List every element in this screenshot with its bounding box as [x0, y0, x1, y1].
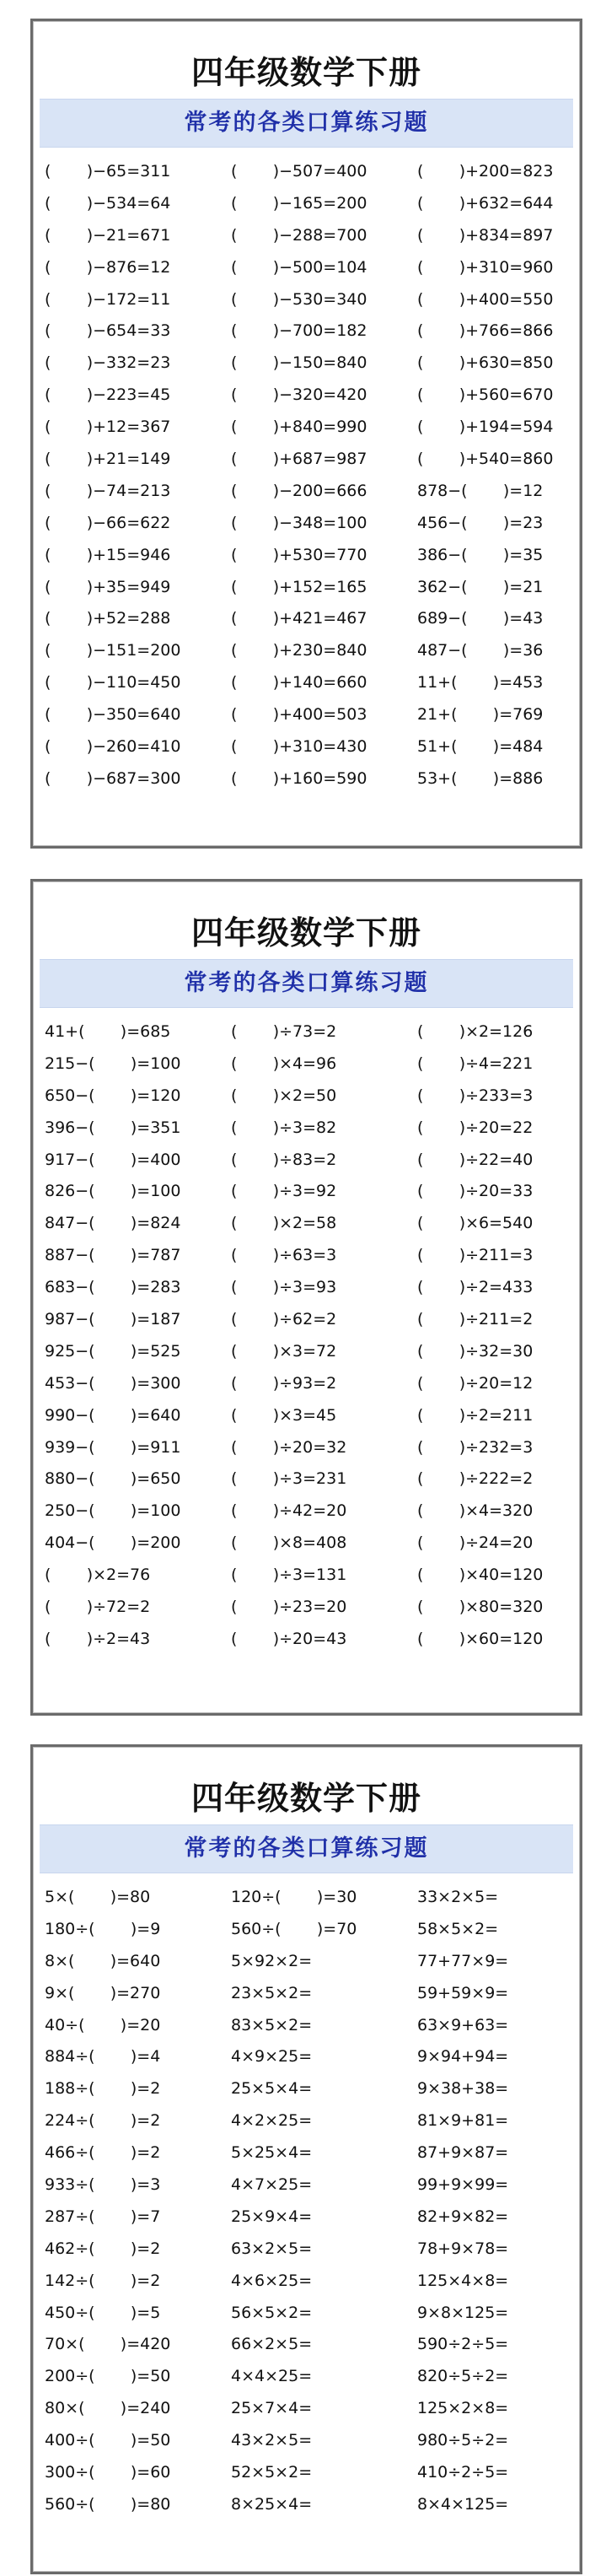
arithmetic-problem: ( )+35=949: [45, 577, 171, 596]
arithmetic-problem: ( )+530=770: [231, 545, 367, 564]
arithmetic-problem: 33×2×5=: [417, 1888, 499, 1906]
arithmetic-problem: ( )×60=120: [417, 1629, 544, 1648]
arithmetic-problem: 450÷( )=5: [45, 2303, 161, 2322]
arithmetic-problem: ( )+52=288: [45, 609, 171, 628]
worksheet-subtitle-banner: 常考的各类口算练习题: [40, 99, 573, 148]
arithmetic-problem: 8×25×4=: [231, 2494, 313, 2514]
arithmetic-problem: 63×9+63=: [417, 2015, 509, 2034]
arithmetic-problem: 880−( )=650: [45, 1469, 181, 1489]
arithmetic-problem: ( )−110=450: [45, 673, 181, 693]
arithmetic-problem: 362−( )=21: [417, 577, 544, 596]
worksheet-page-3: [30, 1744, 582, 2574]
arithmetic-problem: 453−( )=300: [45, 1373, 181, 1393]
worksheet-page-2: [30, 879, 582, 1716]
arithmetic-problem: 5×( )=80: [45, 1888, 151, 1906]
arithmetic-problem: ( )÷211=2: [417, 1310, 534, 1329]
arithmetic-problem: ( )+840=990: [231, 418, 367, 437]
arithmetic-problem: ( )÷233=3: [417, 1086, 534, 1105]
arithmetic-problem: ( )−74=213: [45, 481, 171, 500]
arithmetic-problem: ( )×8=408: [231, 1533, 347, 1553]
arithmetic-problem: 8×4×125=: [417, 2494, 509, 2514]
arithmetic-problem: ( )−151=200: [45, 641, 181, 660]
arithmetic-problem: 826−( )=100: [45, 1182, 181, 1201]
arithmetic-problem: ( )−320=420: [231, 385, 367, 405]
arithmetic-problem: 980÷5÷2=: [417, 2431, 509, 2450]
arithmetic-problem: ( )÷32=30: [417, 1341, 534, 1361]
arithmetic-problem: 25×5×4=: [231, 2079, 313, 2099]
arithmetic-problem: ( )÷2=43: [45, 1629, 151, 1648]
arithmetic-problem: 847−( )=824: [45, 1214, 181, 1233]
arithmetic-problem: ( )−150=840: [231, 353, 367, 373]
arithmetic-problem: ( )+310=430: [231, 737, 367, 757]
arithmetic-problem: 125×4×8=: [417, 2271, 509, 2290]
arithmetic-problem: 650−( )=120: [45, 1086, 181, 1105]
worksheet-subtitle-banner: 常考的各类口算练习题: [40, 959, 573, 1008]
arithmetic-problem: 224÷( )=2: [45, 2111, 161, 2131]
arithmetic-problem: ( )÷23=20: [231, 1598, 347, 1617]
arithmetic-problem: ( )−288=700: [231, 225, 367, 245]
arithmetic-problem: ( )×2=126: [417, 1022, 534, 1041]
arithmetic-problem: ( )+12=367: [45, 418, 171, 437]
arithmetic-problem: ( )+194=594: [417, 418, 554, 437]
arithmetic-problem: ( )÷4=221: [417, 1054, 534, 1073]
arithmetic-problem: 23×5×2=: [231, 1983, 313, 2002]
arithmetic-problem: ( )+834=897: [417, 225, 554, 245]
arithmetic-problem: ( )+560=670: [417, 385, 554, 405]
arithmetic-problem: ( )÷73=2: [231, 1022, 337, 1041]
arithmetic-problem: 689−( )=43: [417, 609, 544, 628]
arithmetic-problem: 25×9×4=: [231, 2207, 313, 2226]
arithmetic-problem: 939−( )=911: [45, 1437, 181, 1457]
arithmetic-problem: ( )+400=503: [231, 705, 367, 725]
arithmetic-problem: 386−( )=35: [417, 545, 544, 564]
arithmetic-problem: 884÷( )=4: [45, 2047, 161, 2067]
worksheet-title: 四年级数学下册: [190, 53, 421, 91]
arithmetic-problem: ( )+152=165: [231, 577, 367, 596]
arithmetic-problem: ( )+310=960: [417, 257, 554, 277]
worksheet-title: 四年级数学下册: [190, 913, 421, 951]
arithmetic-problem: ( )×3=45: [231, 1405, 337, 1425]
arithmetic-problem: 52×5×2=: [231, 2463, 313, 2482]
arithmetic-problem: ( )−876=12: [45, 257, 171, 277]
arithmetic-problem: 82+9×82=: [417, 2207, 509, 2226]
arithmetic-problem: 987−( )=187: [45, 1310, 181, 1329]
arithmetic-problem: ( )÷3=93: [231, 1278, 337, 1297]
arithmetic-problem: ( )÷24=20: [417, 1533, 534, 1553]
arithmetic-problem: 56×5×2=: [231, 2303, 313, 2322]
arithmetic-problem: ( )−348=100: [231, 513, 367, 532]
arithmetic-problem: 5×92×2=: [231, 1951, 313, 1970]
arithmetic-problem: ( )÷20=32: [231, 1437, 347, 1457]
arithmetic-problem: 400÷( )=50: [45, 2431, 171, 2450]
arithmetic-problem: ( )+140=660: [231, 673, 367, 693]
arithmetic-problem: ( )×80=320: [417, 1598, 544, 1617]
arithmetic-problem: ( )÷22=40: [417, 1150, 534, 1169]
arithmetic-problem: ( )÷222=2: [417, 1469, 534, 1489]
arithmetic-problem: ( )+400=550: [417, 289, 554, 309]
worksheet-title: 四年级数学下册: [190, 1779, 421, 1817]
arithmetic-problem: 11+( )=453: [417, 673, 544, 693]
arithmetic-problem: ( )−654=33: [45, 321, 171, 341]
problem-grid: [45, 1016, 572, 1656]
arithmetic-problem: ( )÷3=92: [231, 1182, 337, 1201]
arithmetic-problem: 43×2×5=: [231, 2431, 313, 2450]
arithmetic-problem: ( )÷211=3: [417, 1246, 534, 1265]
arithmetic-problem: 887−( )=787: [45, 1246, 181, 1265]
arithmetic-problem: 9×( )=270: [45, 1983, 161, 2002]
arithmetic-problem: ( )×2=58: [231, 1214, 337, 1233]
arithmetic-problem: ( )÷20=43: [231, 1629, 347, 1648]
arithmetic-problem: ( )−507=400: [231, 162, 367, 181]
arithmetic-problem: 487−( )=36: [417, 641, 544, 660]
arithmetic-problem: ( )+15=946: [45, 545, 171, 564]
arithmetic-problem: 917−( )=400: [45, 1150, 181, 1169]
arithmetic-problem: 300÷( )=60: [45, 2463, 171, 2482]
arithmetic-problem: 59+59×9=: [417, 1983, 509, 2002]
arithmetic-problem: ( )−200=666: [231, 481, 367, 500]
arithmetic-problem: ( )+200=823: [417, 162, 554, 181]
arithmetic-problem: 5×25×4=: [231, 2143, 313, 2163]
arithmetic-problem: ( )÷20=33: [417, 1182, 534, 1201]
arithmetic-problem: ( )×4=320: [417, 1501, 534, 1521]
arithmetic-problem: 4×6×25=: [231, 2271, 313, 2290]
arithmetic-problem: ( )÷3=82: [231, 1118, 337, 1137]
arithmetic-problem: ( )÷3=231: [231, 1469, 347, 1489]
arithmetic-problem: ( )×2=76: [45, 1566, 151, 1585]
arithmetic-problem: 215−( )=100: [45, 1054, 181, 1073]
arithmetic-problem: 4×4×25=: [231, 2367, 313, 2386]
arithmetic-problem: 9×38+38=: [417, 2079, 509, 2099]
arithmetic-problem: ( )−332=23: [45, 353, 171, 373]
arithmetic-problem: 188÷( )=2: [45, 2079, 161, 2099]
problem-grid: [45, 156, 572, 795]
arithmetic-problem: 250−( )=100: [45, 1501, 181, 1521]
arithmetic-problem: ( )×6=540: [417, 1214, 534, 1233]
arithmetic-problem: ( )−534=64: [45, 193, 171, 213]
arithmetic-problem: ( )÷20=22: [417, 1118, 534, 1137]
arithmetic-problem: 9×94+94=: [417, 2047, 509, 2067]
arithmetic-problem: 180÷( )=9: [45, 1919, 161, 1938]
arithmetic-problem: 142÷( )=2: [45, 2271, 161, 2290]
arithmetic-problem: ( )+687=987: [231, 450, 367, 469]
arithmetic-problem: ( )+630=850: [417, 353, 554, 373]
arithmetic-problem: 120÷( )=30: [231, 1888, 357, 1906]
arithmetic-problem: 4×9×25=: [231, 2047, 313, 2067]
arithmetic-problem: ( )÷232=3: [417, 1437, 534, 1457]
arithmetic-problem: 990−( )=640: [45, 1405, 181, 1425]
arithmetic-problem: ( )÷93=2: [231, 1373, 337, 1393]
arithmetic-problem: ( )×3=72: [231, 1341, 337, 1361]
arithmetic-problem: 87+9×87=: [417, 2143, 509, 2163]
arithmetic-problem: ( )−172=11: [45, 289, 171, 309]
arithmetic-problem: 462÷( )=2: [45, 2239, 161, 2258]
arithmetic-problem: 70×( )=420: [45, 2335, 171, 2354]
arithmetic-problem: 81×9+81=: [417, 2111, 509, 2131]
arithmetic-problem: 287÷( )=7: [45, 2207, 161, 2226]
arithmetic-problem: 410÷2÷5=: [417, 2463, 509, 2482]
arithmetic-problem: 933÷( )=3: [45, 2175, 161, 2195]
arithmetic-problem: ( )×40=120: [417, 1566, 544, 1585]
arithmetic-problem: ( )÷2=433: [417, 1278, 534, 1297]
arithmetic-problem: ( )−530=340: [231, 289, 367, 309]
arithmetic-problem: ( )÷63=3: [231, 1246, 337, 1265]
arithmetic-problem: ( )÷3=131: [231, 1566, 347, 1585]
arithmetic-problem: 25×7×4=: [231, 2399, 313, 2418]
arithmetic-problem: 58×5×2=: [417, 1919, 499, 1938]
arithmetic-problem: ( )−66=622: [45, 513, 171, 532]
arithmetic-problem: 99+9×99=: [417, 2175, 509, 2195]
arithmetic-problem: 9×8×125=: [417, 2303, 509, 2322]
arithmetic-problem: 21+( )=769: [417, 705, 544, 725]
arithmetic-problem: ( )+632=644: [417, 193, 554, 213]
arithmetic-problem: 80×( )=240: [45, 2399, 171, 2418]
arithmetic-problem: 200÷( )=50: [45, 2367, 171, 2386]
arithmetic-problem: 53+( )=886: [417, 768, 544, 788]
arithmetic-problem: 83×5×2=: [231, 2015, 313, 2034]
arithmetic-problem: ( )÷83=2: [231, 1150, 337, 1169]
problem-grid: [45, 1882, 572, 2521]
arithmetic-problem: 4×7×25=: [231, 2175, 313, 2195]
arithmetic-problem: 925−( )=525: [45, 1341, 181, 1361]
arithmetic-problem: 40÷( )=20: [45, 2015, 161, 2034]
arithmetic-problem: ( )−223=45: [45, 385, 171, 405]
arithmetic-problem: ( )+766=866: [417, 321, 554, 341]
arithmetic-problem: ( )−65=311: [45, 162, 171, 181]
worksheet-page-1: [30, 19, 582, 849]
arithmetic-problem: 396−( )=351: [45, 1118, 181, 1137]
arithmetic-problem: ( )÷42=20: [231, 1501, 347, 1521]
arithmetic-problem: 66×2×5=: [231, 2335, 313, 2354]
arithmetic-problem: 560÷( )=80: [45, 2494, 171, 2514]
arithmetic-problem: ( )+230=840: [231, 641, 367, 660]
arithmetic-problem: ( )−165=200: [231, 193, 367, 213]
arithmetic-problem: ( )+540=860: [417, 450, 554, 469]
arithmetic-problem: 51+( )=484: [417, 737, 544, 757]
arithmetic-problem: ( )−700=182: [231, 321, 367, 341]
arithmetic-problem: ( )−350=640: [45, 705, 181, 725]
arithmetic-problem: 4×2×25=: [231, 2111, 313, 2131]
arithmetic-problem: 683−( )=283: [45, 1278, 181, 1297]
arithmetic-problem: 820÷5÷2=: [417, 2367, 509, 2386]
arithmetic-problem: 125×2×8=: [417, 2399, 509, 2418]
arithmetic-problem: ( )−260=410: [45, 737, 181, 757]
arithmetic-problem: ( )+421=467: [231, 609, 367, 628]
arithmetic-problem: 78+9×78=: [417, 2239, 509, 2258]
arithmetic-problem: 8×( )=640: [45, 1951, 161, 1970]
arithmetic-problem: 466÷( )=2: [45, 2143, 161, 2163]
arithmetic-problem: 404−( )=200: [45, 1533, 181, 1553]
arithmetic-problem: 560÷( )=70: [231, 1919, 357, 1938]
arithmetic-problem: ( )×4=96: [231, 1054, 337, 1073]
worksheet-subtitle-banner: 常考的各类口算练习题: [40, 1824, 573, 1873]
arithmetic-problem: 878−( )=12: [417, 481, 544, 500]
arithmetic-problem: ( )÷20=12: [417, 1373, 534, 1393]
arithmetic-problem: ( )÷2=211: [417, 1405, 534, 1425]
arithmetic-problem: 590÷2÷5=: [417, 2335, 509, 2354]
arithmetic-problem: 63×2×5=: [231, 2239, 313, 2258]
arithmetic-problem: ( )+160=590: [231, 768, 367, 788]
arithmetic-problem: ( )×2=50: [231, 1086, 337, 1105]
arithmetic-problem: 77+77×9=: [417, 1951, 509, 1970]
arithmetic-problem: ( )−687=300: [45, 768, 181, 788]
arithmetic-problem: ( )÷62=2: [231, 1310, 337, 1329]
arithmetic-problem: ( )+21=149: [45, 450, 171, 469]
arithmetic-problem: ( )−21=671: [45, 225, 171, 245]
arithmetic-problem: ( )÷72=2: [45, 1598, 151, 1617]
arithmetic-problem: ( )−500=104: [231, 257, 367, 277]
arithmetic-problem: 456−( )=23: [417, 513, 544, 532]
arithmetic-problem: 41+( )=685: [45, 1022, 171, 1041]
